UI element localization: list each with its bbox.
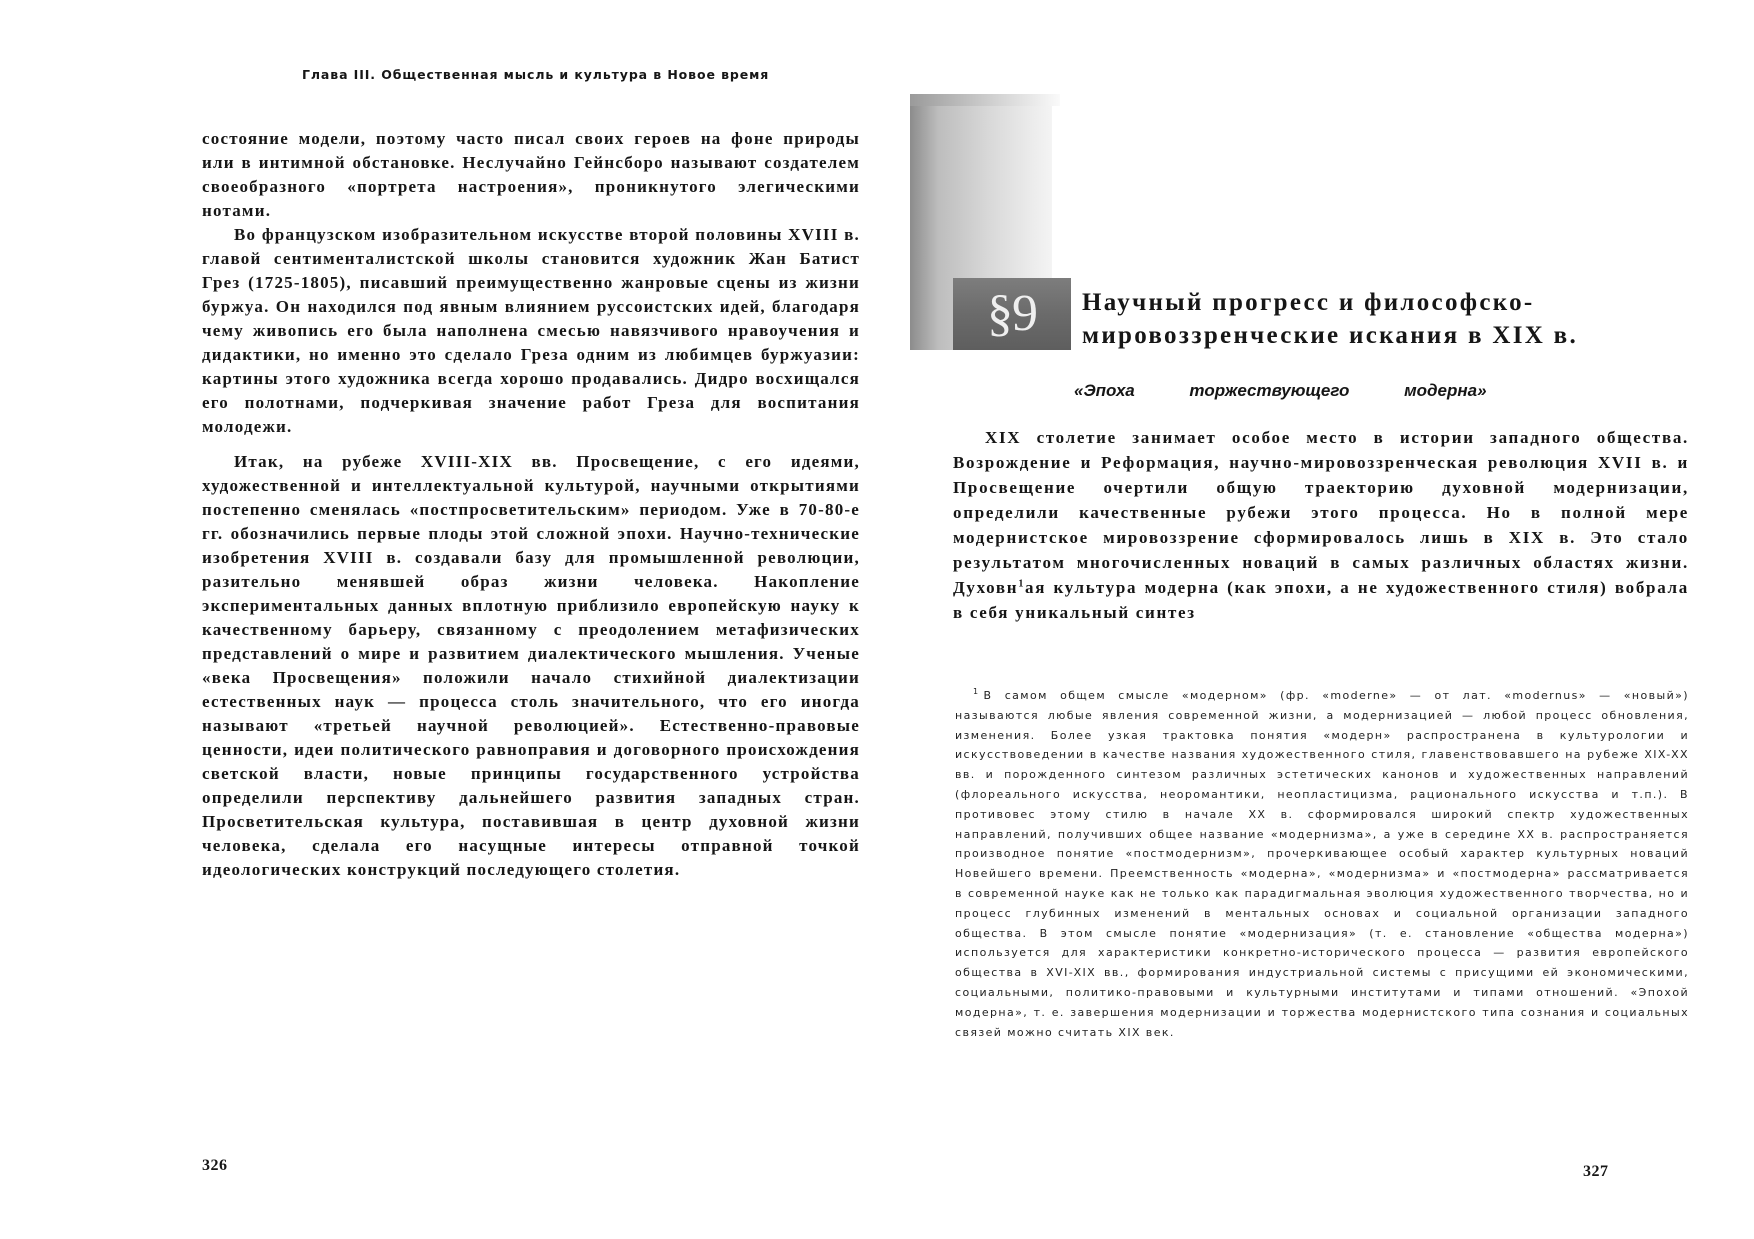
footnote bbox=[955, 686, 1689, 1042]
right-page bbox=[877, 0, 1754, 1239]
page-number: 326 bbox=[202, 1157, 228, 1174]
footnote-mark: 1 bbox=[973, 687, 980, 697]
running-header: Глава III. Общественная мысль и культура в Новое время bbox=[302, 67, 770, 82]
body-text-segment: ая культура модерна (как эпохи, а не художественного стиля) вобрала в себя уникальный синтез bbox=[953, 578, 1689, 622]
page-number: 327 bbox=[1583, 1163, 1609, 1180]
footnote-text: В самом общем смысле «модерном» (фр. «moderne» — от лат. «modernus» — «новый») называются любые явления современной жизни, а модернизацией — любой процесс обновления, изменения. Более узкая трактовка понятия «модерн» распространена в культурологии и искусствоведении в качестве названия художественного стиля, главенствовавшего на рубеже XIX-XX вв. и порожденного синтезом различных эстетических канонов и художественных направлений (флореального искусства, неоромантики, неопластицизма, рационального искусства и т.п.). В противовес этому стилю в начале XX в. сформировался широкий спектр художественных направлений, получивших общее название «модернизма», а уже в середине XX в. распространяется производное понятие «постмодернизм», прочеркивающее особый характер культурных новаций Новейшего времени. Преемственность «модерна», «модернизма» и «постмодерна» рассматривается в современной науке как не только как парадигмальная эволюция художественного творчества, но и процесс глубинных изменений в ментальных основах и социальной организации западного общества. В этом смысле понятие «модернизация» (т. е. становление «общества модерна») используется для характеристики конкретно-исторического процесса — развития европейского общества в XVI-XIX вв., формирования индустриальной системы с присущими ей экономическими, социальными, политико-правовыми и культурными институтами и типами отношений. «Эпохой модерна», т. е. завершения модернизации и торжества модернистского типа сознания и социальных связей можно считать XIX век. bbox=[955, 689, 1689, 1039]
section-title bbox=[1082, 286, 1642, 352]
paragraph: Во французском изобразительном искусстве второй половины XVIII в. главой сентименталистской школы становится художник Жан Батист Грез (1725-1805), писавший преимущественно жанровые сцены из жизни буржуа. Он находился под явным влиянием руссоистских идей, благодаря чему живопись его была наполнена смесью навязчивого нравоучения и дидактики, но именно это сделало Греза одним из любимцев буржуазии: картины этого художника всегда хорошо продавались. Дидро восхищался его полотнами, подчеркивая значение работ Греза для воспитания молодежи. bbox=[202, 225, 860, 436]
footnote-reference[interactable]: 1 bbox=[1018, 578, 1026, 590]
left-body-text bbox=[202, 127, 860, 882]
paragraph: состояние модели, поэтому часто писал своих героев на фоне природы или в интимной обстановке. Неслучайно Гейнсборо называют создателем своеобразного «портрета настроения», проникнутого элегическими нотами. bbox=[202, 129, 860, 220]
section-title-line: Научный прогресс и философско- bbox=[1082, 289, 1535, 316]
right-body-text bbox=[953, 425, 1689, 625]
body-text-segment: XIX столетие занимает особое место в истории западного общества. Возрождение и Реформация, научно-мировоззренческая революция XVII в. и Просвещение очертили общую траекторию духовной модернизации, определили качественные рубежи этого процесса. Но в полной мере модернистское мировоззрение сформировалось лишь в XIX в. Это стало результатом многочисленных новаций в самых различных областях жизни. Духовн bbox=[953, 428, 1689, 597]
section-badge bbox=[953, 278, 1071, 350]
section-title-line: мировоззренческие искания в XIX в. bbox=[1082, 322, 1578, 349]
section-number: §9 bbox=[987, 285, 1037, 342]
subsection-title: «Эпоха торжествующего модерна» bbox=[1074, 381, 1487, 400]
paragraph: Итак, на рубеже XVIII-XIX вв. Просвещение, с его идеями, художественной и интеллектуальной культурой, научными открытиями постепенно сменялась «постпросветительским» периодом. Уже в 70-80-е гг. обозначились первые плоды этой сложной эпохи. Научно-технические изобретения XVIII в. создавали базу для промышленной революции, разительно менявшей образ жизни человека. Накопление экспериментальных данных вплотную приблизило европейскую науку к качественному барьеру, связанному с преодолением метафизических представлений о мире и развитием диалектического мышления. Ученые «века Просвещения» положили начало стихийной диалектизации естественных наук — процесса столь значительного, что его иногда называют «третьей научной революцией». Естественно-правовые ценности, идеи политического равноправия и договорного происхождения светской власти, новые принципы государственного устройства определили перспективу дальнейшего развития западных стран. Просветительская культура, поставившая в центр духовной жизни человека, сделала его насущные интересы отправной точкой идеологических конструкций последующего столетия. bbox=[202, 452, 860, 879]
